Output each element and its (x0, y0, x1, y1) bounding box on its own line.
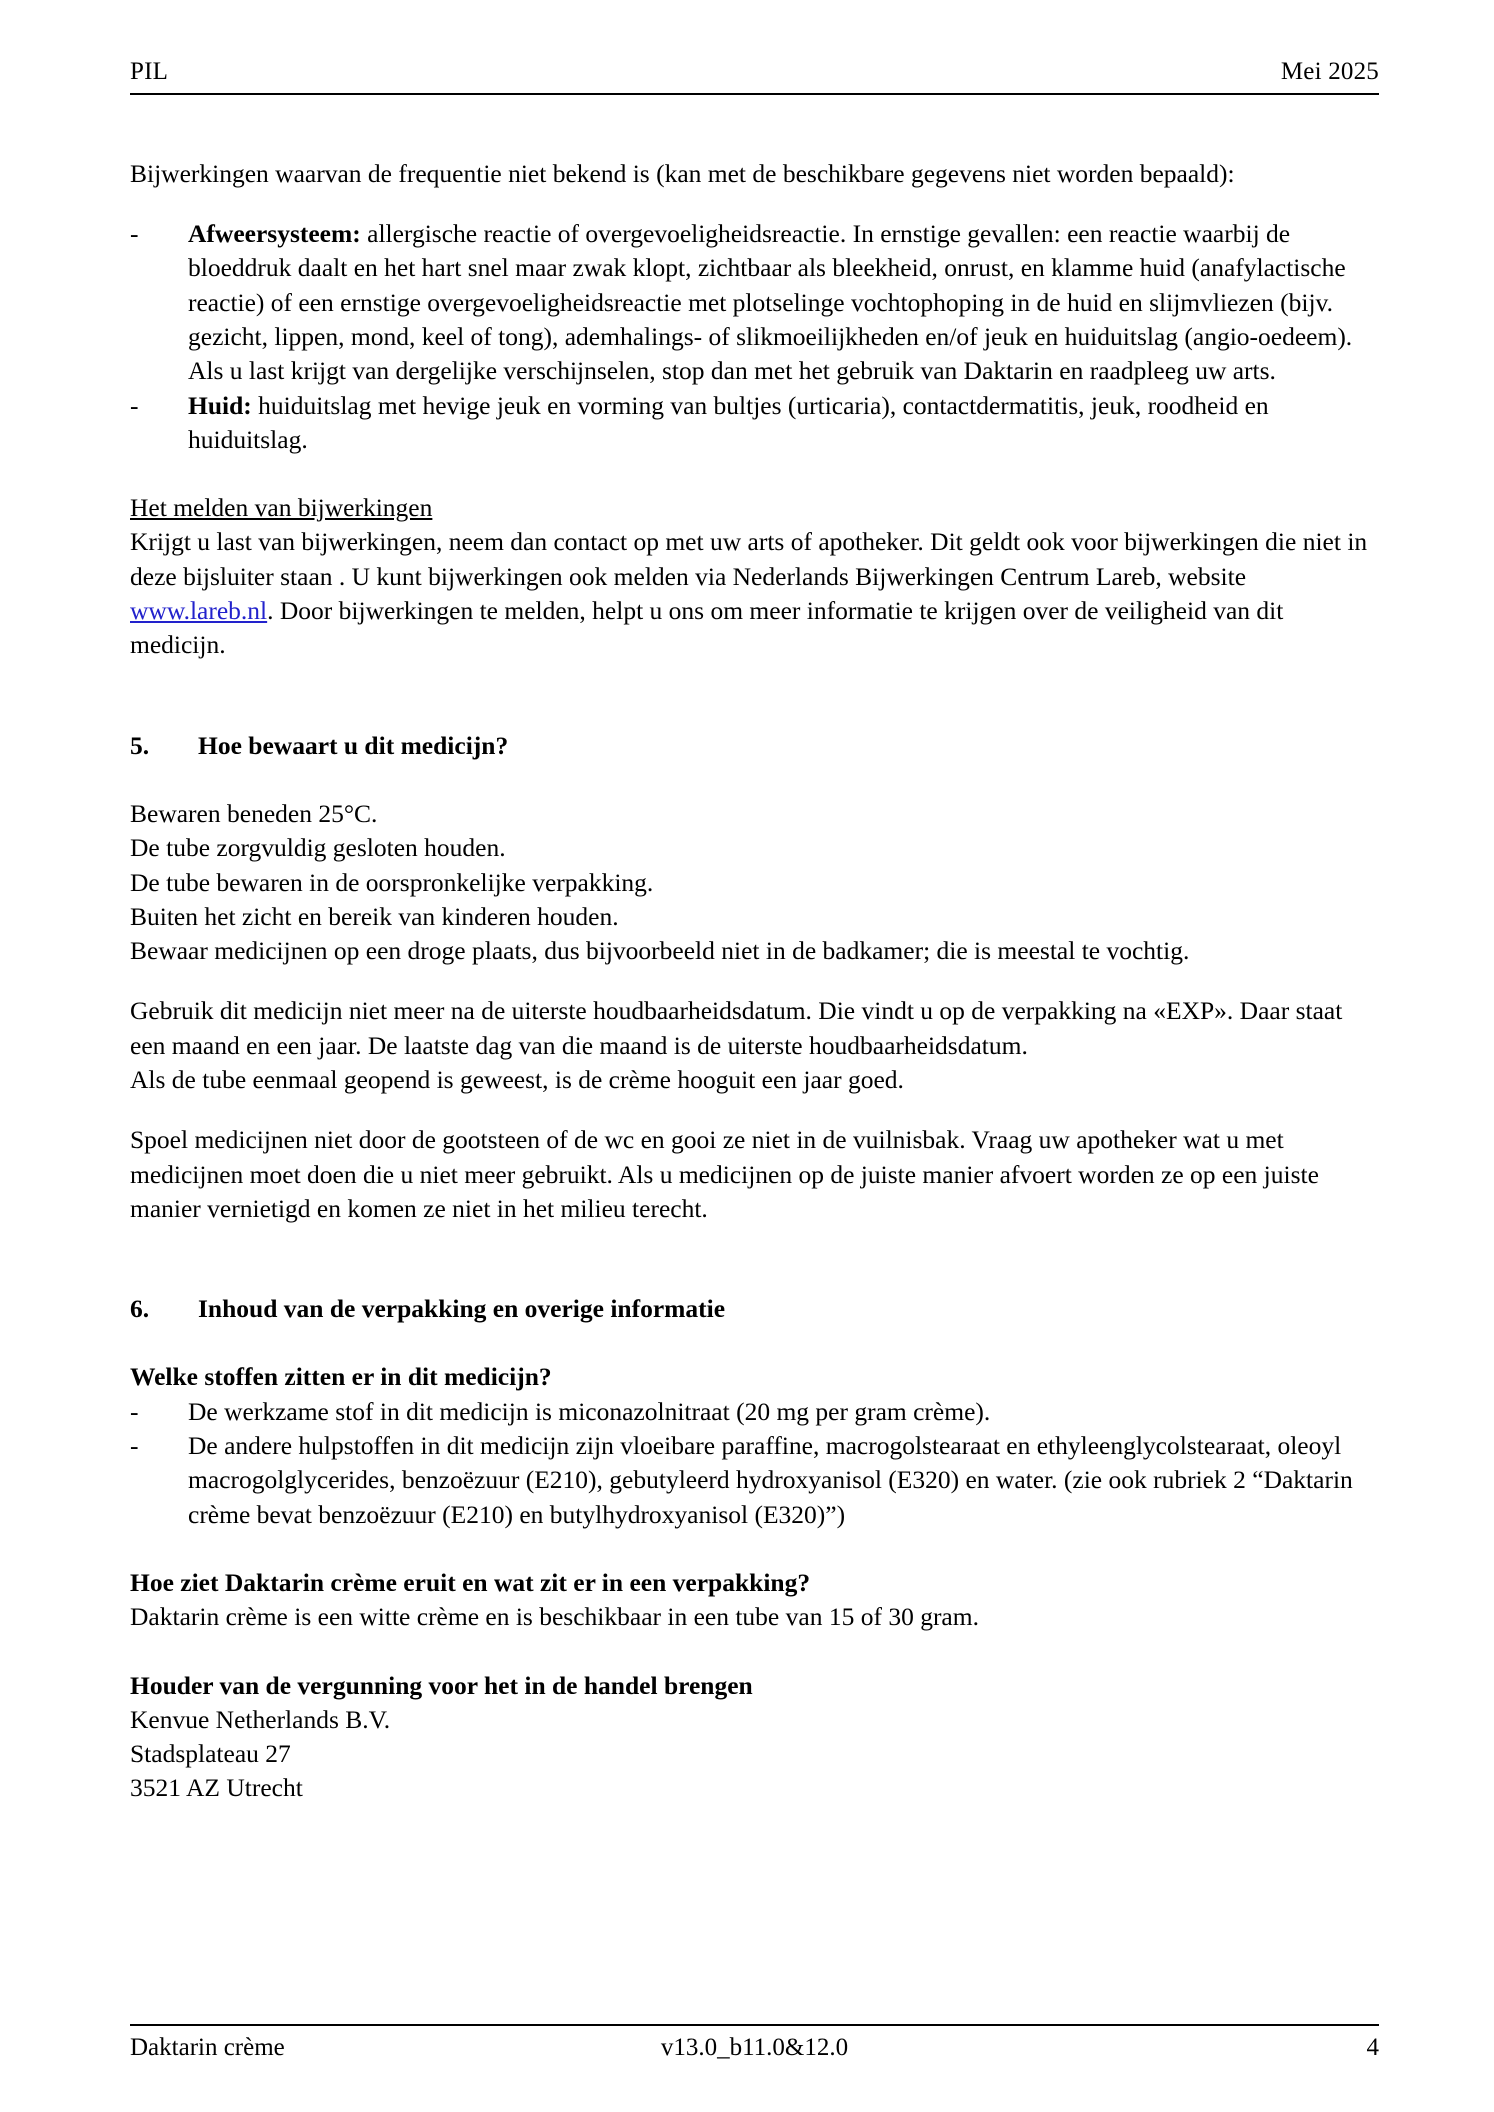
storage-line: Buiten het zicht en bereik van kinderen houden. (130, 901, 619, 931)
spacer (130, 1635, 1379, 1669)
holder-heading: Houder van de vergunning voor het in de handel brengen (130, 1670, 753, 1700)
section-5-number: 5. (130, 730, 150, 760)
bullet-marker: - (130, 1396, 139, 1426)
spacer (130, 191, 1379, 217)
bullet-marker: - (130, 219, 139, 249)
list-item-description: allergische reactie of overgevoeligheidsreactie. In ernstige gevallen: een reactie waarbij de bloeddruk daalt en het hart snel maar zwak klopt, zichtbaar als bleekheid, onrust, en klamme huid (anafylactische reactie) of een ernstige overgevoeligheidsreactie met plotselinge vochtophoping in de huid en slijmvliezen (bijv. gezicht, lippen, mond, keel of tong), ademhalings- of slikmoeilijkheden en/of jeuk en huiduitslag (angio-oedeem). Als u last krijgt van dergelijke verschijnselen, stop dan met het gebruik van Daktarin en raadpleeg uw arts. (188, 219, 1353, 386)
list-item-description: huiduitslag met hevige jeuk en vorming van bultjes (urticaria), contactdermatitis, jeuk, roodheid en huiduitslag. (188, 390, 1269, 454)
page-footer (130, 2024, 1379, 2062)
list-item (130, 1429, 1379, 1532)
list-item-term: Afweersysteem: (188, 219, 361, 249)
footer-page-number: 4 (1366, 2034, 1379, 2061)
bullet-marker: - (130, 390, 139, 420)
storage-line: De tube zorgvuldig gesloten houden. (130, 833, 506, 863)
section-5-heading (130, 729, 1379, 763)
holder-address-line: Kenvue Netherlands B.V. (130, 1704, 391, 1734)
storage-line: De tube bewaren in de oorspronkelijke verpakking. (130, 867, 654, 897)
header-date: Mei 2025 (1280, 58, 1379, 85)
expiry-paragraph: Gebruik dit medicijn niet meer na de uiterste houdbaarheidsdatum. Die vindt u op de verpakking na «EXP». Daar staat een maand en een jaar. De laatste dag van die maand is de uiterste houdbaarheidsdatum. (130, 996, 1343, 1060)
intro-paragraph: Bijwerkingen waarvan de frequentie niet bekend is (kan met de beschikbare gegevens niet worden bepaald): (130, 158, 1235, 188)
spacer (130, 1326, 1379, 1360)
spacer (130, 763, 1379, 797)
section-6-title: Inhoud van de verpakking en overige informatie (198, 1294, 726, 1324)
list-item-text: De andere hulpstoffen in dit medicijn zijn vloeibare paraffine, macrogolstearaat en ethyleenglycolstearaat, oleoyl macrogolglycerides, benzoëzuur (E210), gebutyleerd hydroxyanisol (E320) en water. (zie ook rubriek 2 “Daktarin crème bevat benzoëzuur (E210) en butylhydroxyanisol (E320)”) (188, 1431, 1353, 1529)
list-item-text (188, 217, 1379, 388)
storage-line: Bewaren beneden 25°C. (130, 798, 378, 828)
reporting-text-after-link: . Door bijwerkingen te melden, helpt u ons om meer informatie te krijgen over de veiligheid van dit medicijn. (130, 596, 1284, 660)
reporting-heading: Het melden van bijwerkingen (130, 493, 433, 523)
list-item (130, 389, 1379, 458)
spacer (130, 1532, 1379, 1566)
spacer (130, 1226, 1379, 1292)
spacer (130, 663, 1379, 729)
footer-product-name: Daktarin crème (130, 2034, 285, 2061)
lareb-website-link[interactable]: www.lareb.nl (130, 596, 268, 626)
spacer (130, 968, 1379, 994)
bullet-marker: - (130, 1431, 139, 1461)
disposal-paragraph: Spoel medicijnen niet door de gootsteen of de wc en gooi ze niet in de vuilnisbak. Vraag uw apotheker wat u met medicijnen moet doen die u niet meer gebruikt. Als u medicijnen op de juiste manier afvoert worden ze op een juiste manier vernietigd en komen ze niet in het milieu terecht. (130, 1125, 1319, 1223)
section-5-title: Hoe bewaart u dit medicijn? (198, 730, 509, 760)
document-content (130, 95, 1379, 2062)
list-item-text: De werkzame stof in dit medicijn is miconazolnitraat (20 mg per gram crème). (188, 1396, 991, 1426)
header-document-type: PIL (130, 58, 169, 85)
list-item (130, 217, 1379, 388)
list-item-text (188, 389, 1379, 458)
section-6-number: 6. (130, 1294, 150, 1324)
ingredients-heading: Welke stoffen zitten er in dit medicijn? (130, 1362, 552, 1392)
holder-address-line: Stadsplateau 27 (130, 1739, 291, 1769)
storage-line: Bewaar medicijnen op een droge plaats, dus bijvoorbeeld niet in de badkamer; die is meestal te vochtig. (130, 936, 1190, 966)
opened-tube-line: Als de tube eenmaal geopend is geweest, is de crème hooguit een jaar goed. (130, 1064, 904, 1094)
spacer (130, 1097, 1379, 1123)
reporting-text-before-link: Krijgt u last van bijwerkingen, neem dan contact op met uw arts of apotheker. Dit geldt ook voor bijwerkingen die niet in deze bijsluiter staan . U kunt bijwerkingen ook melden via Nederlands Bijwerkingen Centrum Lareb, website (130, 527, 1368, 591)
list-item-term: Huid: (188, 390, 252, 420)
ingredients-list (130, 1395, 1379, 1532)
page-header (130, 58, 1379, 95)
reporting-paragraph (130, 525, 1379, 662)
holder-address-line: 3521 AZ Utrecht (130, 1773, 303, 1803)
footer-version: v13.0_b11.0&12.0 (660, 2034, 849, 2061)
appearance-text: Daktarin crème is een witte crème en is beschikbaar in een tube van 15 of 30 gram. (130, 1602, 979, 1632)
list-item (130, 1395, 1379, 1429)
spacer (130, 457, 1379, 491)
side-effects-list (130, 217, 1379, 457)
appearance-heading: Hoe ziet Daktarin crème eruit en wat zit er in een verpakking? (130, 1567, 811, 1597)
section-6-heading (130, 1292, 1379, 1326)
